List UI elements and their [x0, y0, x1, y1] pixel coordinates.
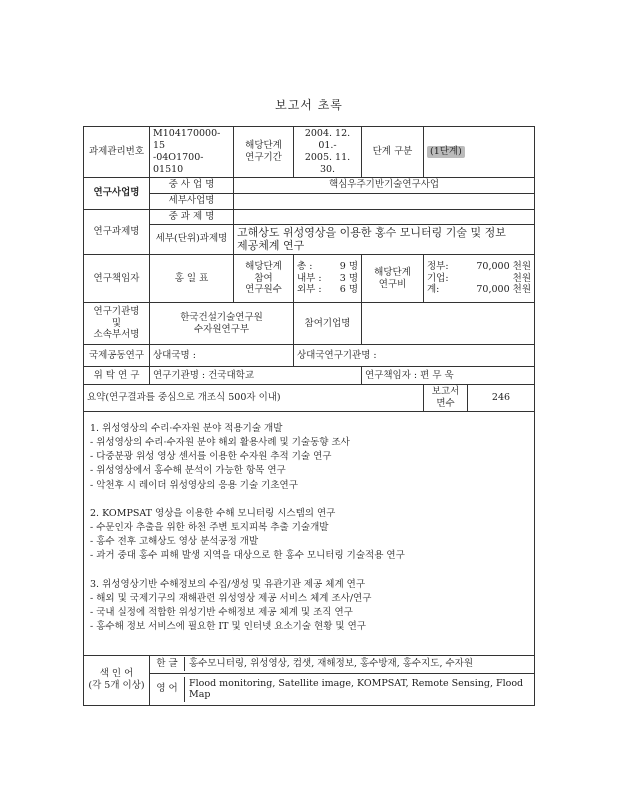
- gov-budget-value: 70,000 천원: [476, 260, 531, 272]
- report-title: 보고서 초록: [275, 98, 343, 112]
- sum-budget-value: 70,000 천원: [476, 284, 531, 296]
- summary-item: - 수문인자 추출을 위한 하천 주변 토지피복 추출 기술개발: [90, 521, 329, 533]
- internal-count: [297, 273, 358, 285]
- institution-label-1: 연구기관명: [93, 305, 140, 317]
- institution-label-3: 소속부서명: [93, 329, 140, 341]
- budget-label-2: 연구비: [378, 278, 407, 290]
- gov-budget: [427, 261, 531, 273]
- mgmt-no-line-1: M104170000-15: [153, 128, 221, 151]
- institution-value: [150, 303, 294, 345]
- summary-item: - 홍수 전후 고해상도 영상 분석공정 개발: [90, 536, 259, 548]
- partner-company-label: 참여기업명: [294, 303, 362, 345]
- external-count-value: 6 명: [339, 284, 358, 296]
- period-label-1: 해당단계: [245, 139, 282, 151]
- period-label: [234, 127, 294, 178]
- participant-label-2: 참여: [254, 272, 273, 284]
- summary-heading: 3. 위성영상기반 수해정보의 수집/생성 및 유관기관 제공 체계 연구: [90, 578, 366, 590]
- consign-pi: 연구책임자 : 편 무 욱: [362, 367, 535, 385]
- institution-label: [84, 303, 150, 345]
- institution-label-2: 및: [111, 317, 122, 329]
- project-sub-label: 세부(단위)과제명: [150, 224, 234, 255]
- period-value: [294, 127, 362, 178]
- intl-label: 국제공동연구: [84, 345, 150, 367]
- pages-label-2: 면수: [436, 397, 455, 409]
- participant-counts: [294, 255, 362, 303]
- summary-label: 요약(연구결과를 중심으로 개조식 500자 이내): [84, 385, 424, 412]
- program-major-value: 핵심우주기반기술연구사업: [234, 177, 535, 193]
- stage-value: (1단계): [427, 146, 465, 158]
- gov-budget-label: 정부:: [427, 260, 449, 272]
- summary-heading: 2. KOMPSAT 영상을 이용한 수해 모니터링 시스템의 연구: [90, 507, 336, 519]
- participant-label: [234, 255, 294, 303]
- total-count-label: 총 :: [297, 260, 313, 272]
- keyword-en-row: [150, 673, 535, 705]
- company-budget-value: 천원: [512, 272, 531, 284]
- period-start: 2004. 12. 01.-: [304, 128, 351, 151]
- intl-institution: 상대국연구기관명 :: [294, 345, 535, 367]
- project-title-line-2: 제공체계 연구: [237, 239, 305, 253]
- institution-name: 한국건설기술연구원: [180, 311, 263, 323]
- mgmt-no-label: 과제관리번호: [84, 127, 150, 178]
- project-major-label: 중 과 제 명: [150, 209, 234, 224]
- participant-label-3: 연구원수: [245, 284, 282, 296]
- stage-label: 단계 구분: [362, 127, 424, 178]
- summary-item: - 과거 중대 홍수 피해 발생 지역을 대상으로 한 홍수 모니터링 기술적용 연구: [90, 550, 405, 562]
- sum-budget: [427, 284, 531, 296]
- program-label: 연구사업명: [84, 177, 150, 209]
- period-end: 2005. 11. 30.: [304, 151, 351, 175]
- partner-company-value: [362, 303, 535, 345]
- keyword-label-1: 색 인 어: [99, 668, 134, 680]
- summary-item: - 해외 및 국제기구의 재해관련 위성영상 제공 서비스 체계 조사/연구: [90, 592, 372, 604]
- stage-value-cell: [424, 127, 535, 178]
- external-count: [297, 284, 358, 296]
- pages-label-1: 보고서: [431, 386, 460, 397]
- abstract-form: [83, 126, 535, 706]
- total-count-value: 9 명: [339, 260, 358, 272]
- project-sub-value: [234, 224, 535, 255]
- project-label: 연구과제명: [84, 209, 150, 255]
- consign-institution: 연구기관명 : 건국대학교: [150, 367, 362, 385]
- company-budget-label: 기업:: [427, 272, 449, 284]
- project-major-value: [234, 209, 535, 224]
- keyword-ko-row: [150, 655, 535, 673]
- sum-budget-label: 계:: [427, 284, 440, 296]
- summary-body: [84, 411, 535, 655]
- program-sub-value: [234, 193, 535, 209]
- program-sub-label: 세부사업명: [150, 193, 234, 209]
- keyword-label-2: (각 5개 이상): [88, 680, 145, 692]
- keyword-en-label: 영 어: [150, 677, 185, 702]
- consign-label: 위 탁 연 구: [84, 367, 150, 385]
- pages-label: [424, 385, 468, 412]
- mgmt-no-line-2: -04O1700-01510: [153, 151, 204, 175]
- program-major-label: 중 사 업 명: [150, 177, 234, 193]
- summary-item: - 다중분광 위성 영상 센서를 이용한 수자원 추적 기술 연구: [90, 451, 332, 463]
- mgmt-no-value: [150, 127, 234, 178]
- summary-item: - 홍수해 정보 서비스에 필요한 IT 및 인터넷 요소기술 현황 및 연구: [90, 621, 366, 633]
- budget-label-1: 해당단계: [374, 266, 411, 278]
- keyword-ko-value: 홍수모니터링, 위성영상, 컴샛, 재해정보, 홍수방재, 홍수지도, 수자원: [189, 658, 474, 670]
- keyword-ko-label: 한 글: [150, 657, 185, 671]
- researcher-label: 연구책임자: [84, 255, 150, 303]
- institution-dept: 수자원연구부: [193, 323, 250, 335]
- pages-value: 246: [468, 385, 535, 412]
- total-count: [297, 261, 358, 273]
- internal-count-value: 3 명: [339, 272, 358, 284]
- budget-label: [362, 255, 424, 303]
- internal-count-label: 내부 :: [297, 272, 322, 284]
- period-label-2: 연구기간: [245, 151, 282, 163]
- summary-item: - 악천후 시 레이더 위성영상의 응용 기술 기초연구: [90, 479, 298, 491]
- summary-item: - 위성영상에서 홍수해 분석이 가능한 항목 연구: [90, 465, 286, 477]
- summary-heading: 1. 위성영상의 수리·수자원 분야 적용기술 개발: [90, 422, 283, 434]
- summary-item: - 국내 실정에 적합한 위성기반 수해정보 제공 체계 및 조직 연구: [90, 606, 353, 618]
- summary-lines: [90, 422, 528, 635]
- researcher-name: 홍 일 표: [150, 255, 234, 303]
- company-budget: [427, 273, 531, 285]
- budget-values: [424, 255, 535, 303]
- external-count-label: 외부 :: [297, 284, 322, 296]
- keyword-label: [84, 655, 150, 705]
- summary-item: - 위성영상의 수리·수자원 분야 해외 활용사례 및 기술동향 조사: [90, 436, 350, 448]
- keyword-en-value: Flood monitoring, Satellite image, KOMPSAT, Remote Sensing, Flood Map: [189, 677, 524, 701]
- participant-label-1: 해당단계: [245, 260, 282, 272]
- project-title-line-1: 고해상도 위성영상을 이용한 홍수 모니터링 기술 및 정보: [237, 225, 506, 239]
- intl-country: 상대국명 :: [150, 345, 294, 367]
